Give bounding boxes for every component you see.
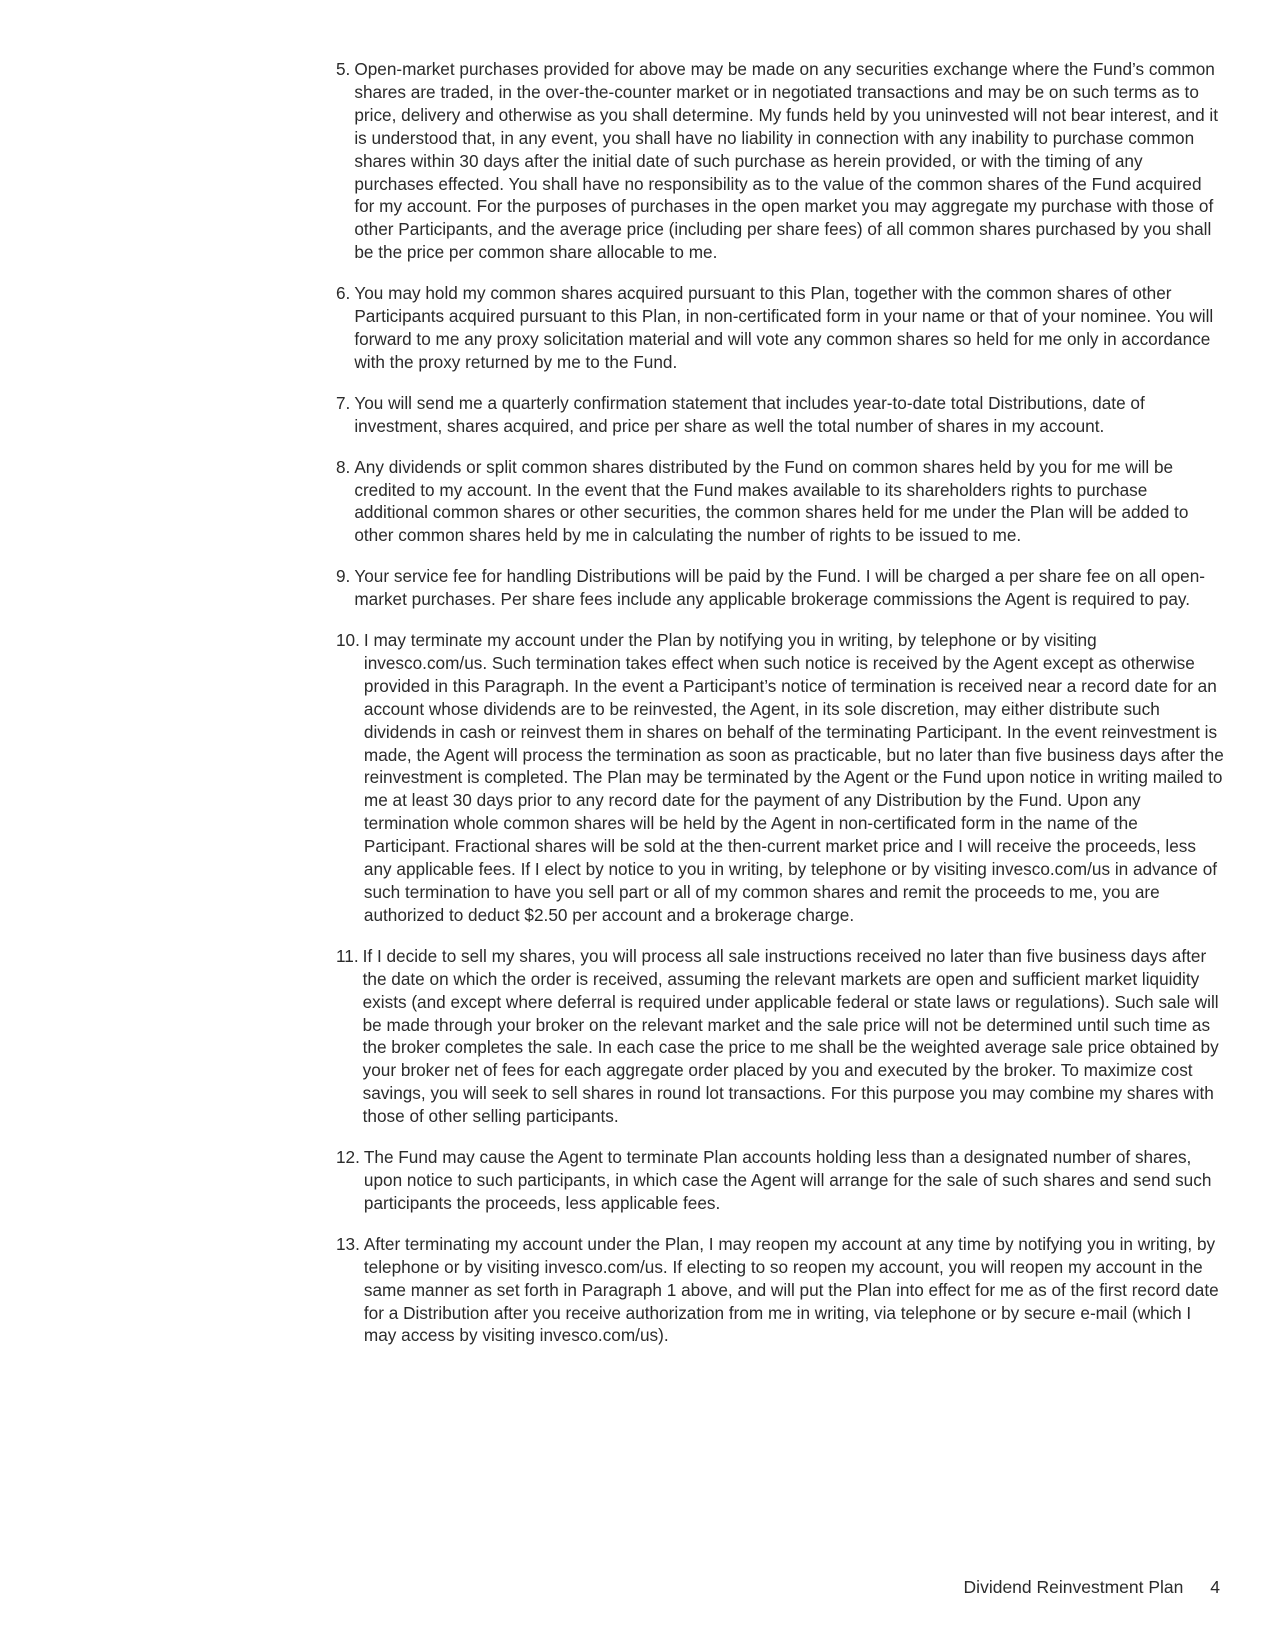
item-number: 11. [336,945,359,966]
item-text: You will send me a quarterly confirmation statement that includes year-to-date total Distributions, date of investment, shares acquired, and price per share as well the total number of shares in my account. [354,392,1145,436]
item-number: 6. [336,283,351,304]
list-item [336,456,1224,548]
list-item [336,282,1224,374]
list-item [336,1146,1224,1215]
page-footer [880,1575,1220,1599]
item-text: I may terminate my account under the Plan by notifying you in writing, by telephone or by visiting invesco.com/us. Such termination takes effect when such notice is received by the Agent except as otherwise provided in this Paragraph. In the event a Participant’s notice of termination is received near a record date for an account whose dividends are to be reinvested, the Agent, in its sole discretion, may either distribute such dividends in cash or reinvest them in shares on behalf of the terminating Participant. In the event reinvestment is made, the Agent will process the termination as soon as practicable, but no later than five business days after the reinvestment is completed. The Plan may be terminated by the Agent or the Fund upon notice in writing mailed to me at least 30 days prior to any record date for the payment of any Distribution by the Fund. Upon any termination whole common shares will be held by the Agent in non-certificated form in the name of the Participant. Fractional shares will be sold at the then-current market price and I will receive the proceeds, less any applicable fees. If I elect by notice to you in writing, by telephone or by visiting invesco.com/us in advance of such termination to have you sell part or all of my common shares and remit the proceeds to me, you are authorized to deduct $2.50 per account and a brokerage charge. [363,630,1224,925]
list-item [336,565,1224,611]
page-number: 4 [1210,1577,1220,1597]
list-item [336,629,1224,927]
item-text: You may hold my common shares acquired pursuant to this Plan, together with the common shares of other Participants acquired pursuant to this Plan, in non-certificated form in your name or that of your nominee. You will forward to me any proxy solicitation material and will vote any common shares so held for me only in accordance with the proxy returned by me to the Fund. [354,283,1214,372]
item-text: Open-market purchases provided for above may be made on any securities exchange where the Fund’s common shares are traded, in the over-the-counter market or in negotiated transactions and may be on such terms as to price, delivery and otherwise as you shall determine. My funds held by you uninvested will not bear interest, and it is understood that, in any event, you shall have no liability in connection with any inability to purchase common shares within 30 days after the initial date of such purchase as herein provided, or with the timing of any purchases effected. You shall have no responsibility as to the value of the common shares of the Fund acquired for my account. For the purposes of purchases in the open market you may aggregate my purchase with those of other Participants, and the average price (including per share fees) of all common shares purchased by you shall be the price per common share allocable to me. [354,59,1218,263]
item-text: After terminating my account under the Plan, I may reopen my account at any time by notifying you in writing, by telephone or by visiting invesco.com/us. If electing to so reopen my account, you will reopen my account in the same manner as set forth in Paragraph 1 above, and will put the Plan into effect for me as of the first record date for a Distribution after you receive authorization from me in writing, via telephone or by secure e-mail (which I may access by visiting invesco.com/us). [363,1233,1219,1346]
item-number: 7. [336,392,351,413]
item-text: The Fund may cause the Agent to terminate Plan accounts holding less than a designated number of shares, upon notice to such participants, in which case the Agent will arrange for the sale of such shares and send such participants the proceeds, less applicable fees. [363,1147,1212,1213]
item-number: 5. [336,59,351,79]
footer-title: Dividend Reinvestment Plan [963,1577,1184,1597]
item-text: Your service fee for handling Distributions will be paid by the Fund. I will be charged a per share fee on all open-market purchases. Per share fees include any applicable brokerage commissions the Agent is required to pay. [354,566,1205,610]
item-number: 10. [336,630,360,651]
item-number: 8. [336,456,351,477]
list-item [336,945,1224,1128]
item-text: If I decide to sell my shares, you will process all sale instructions received no later than five business days after the date on which the order is received, assuming the relevant markets are open and sufficient market liquidity exists (and except where deferral is required under applicable federal or state laws or regulations). Such sale will be made through your broker on the relevant market and the sale price will not be determined until such time as the broker completes the sale. In each case the price to me shall be the weighted average sale price obtained by your broker net of fees for each aggregate order placed by you and executed by the broker. To maximize cost savings, you will seek to sell shares in round lot transactions. For this purpose you may combine my shares with those of other selling participants. [362,945,1219,1127]
item-number: 12. [336,1147,360,1168]
item-number: 13. [336,1233,360,1254]
item-text: Any dividends or split common shares distributed by the Fund on common shares held by you for me will be credited to my account. In the event that the Fund makes available to its shareholders rights to purchase additional common shares or other securities, the common shares held for me under the Plan will be added to other common shares held by me in calculating the number of rights to be issued to me. [354,456,1189,546]
list-item [336,392,1224,438]
item-number: 9. [336,566,351,587]
plan-terms-list [336,58,1224,1365]
list-item [336,1233,1224,1348]
list-item [336,58,1224,264]
